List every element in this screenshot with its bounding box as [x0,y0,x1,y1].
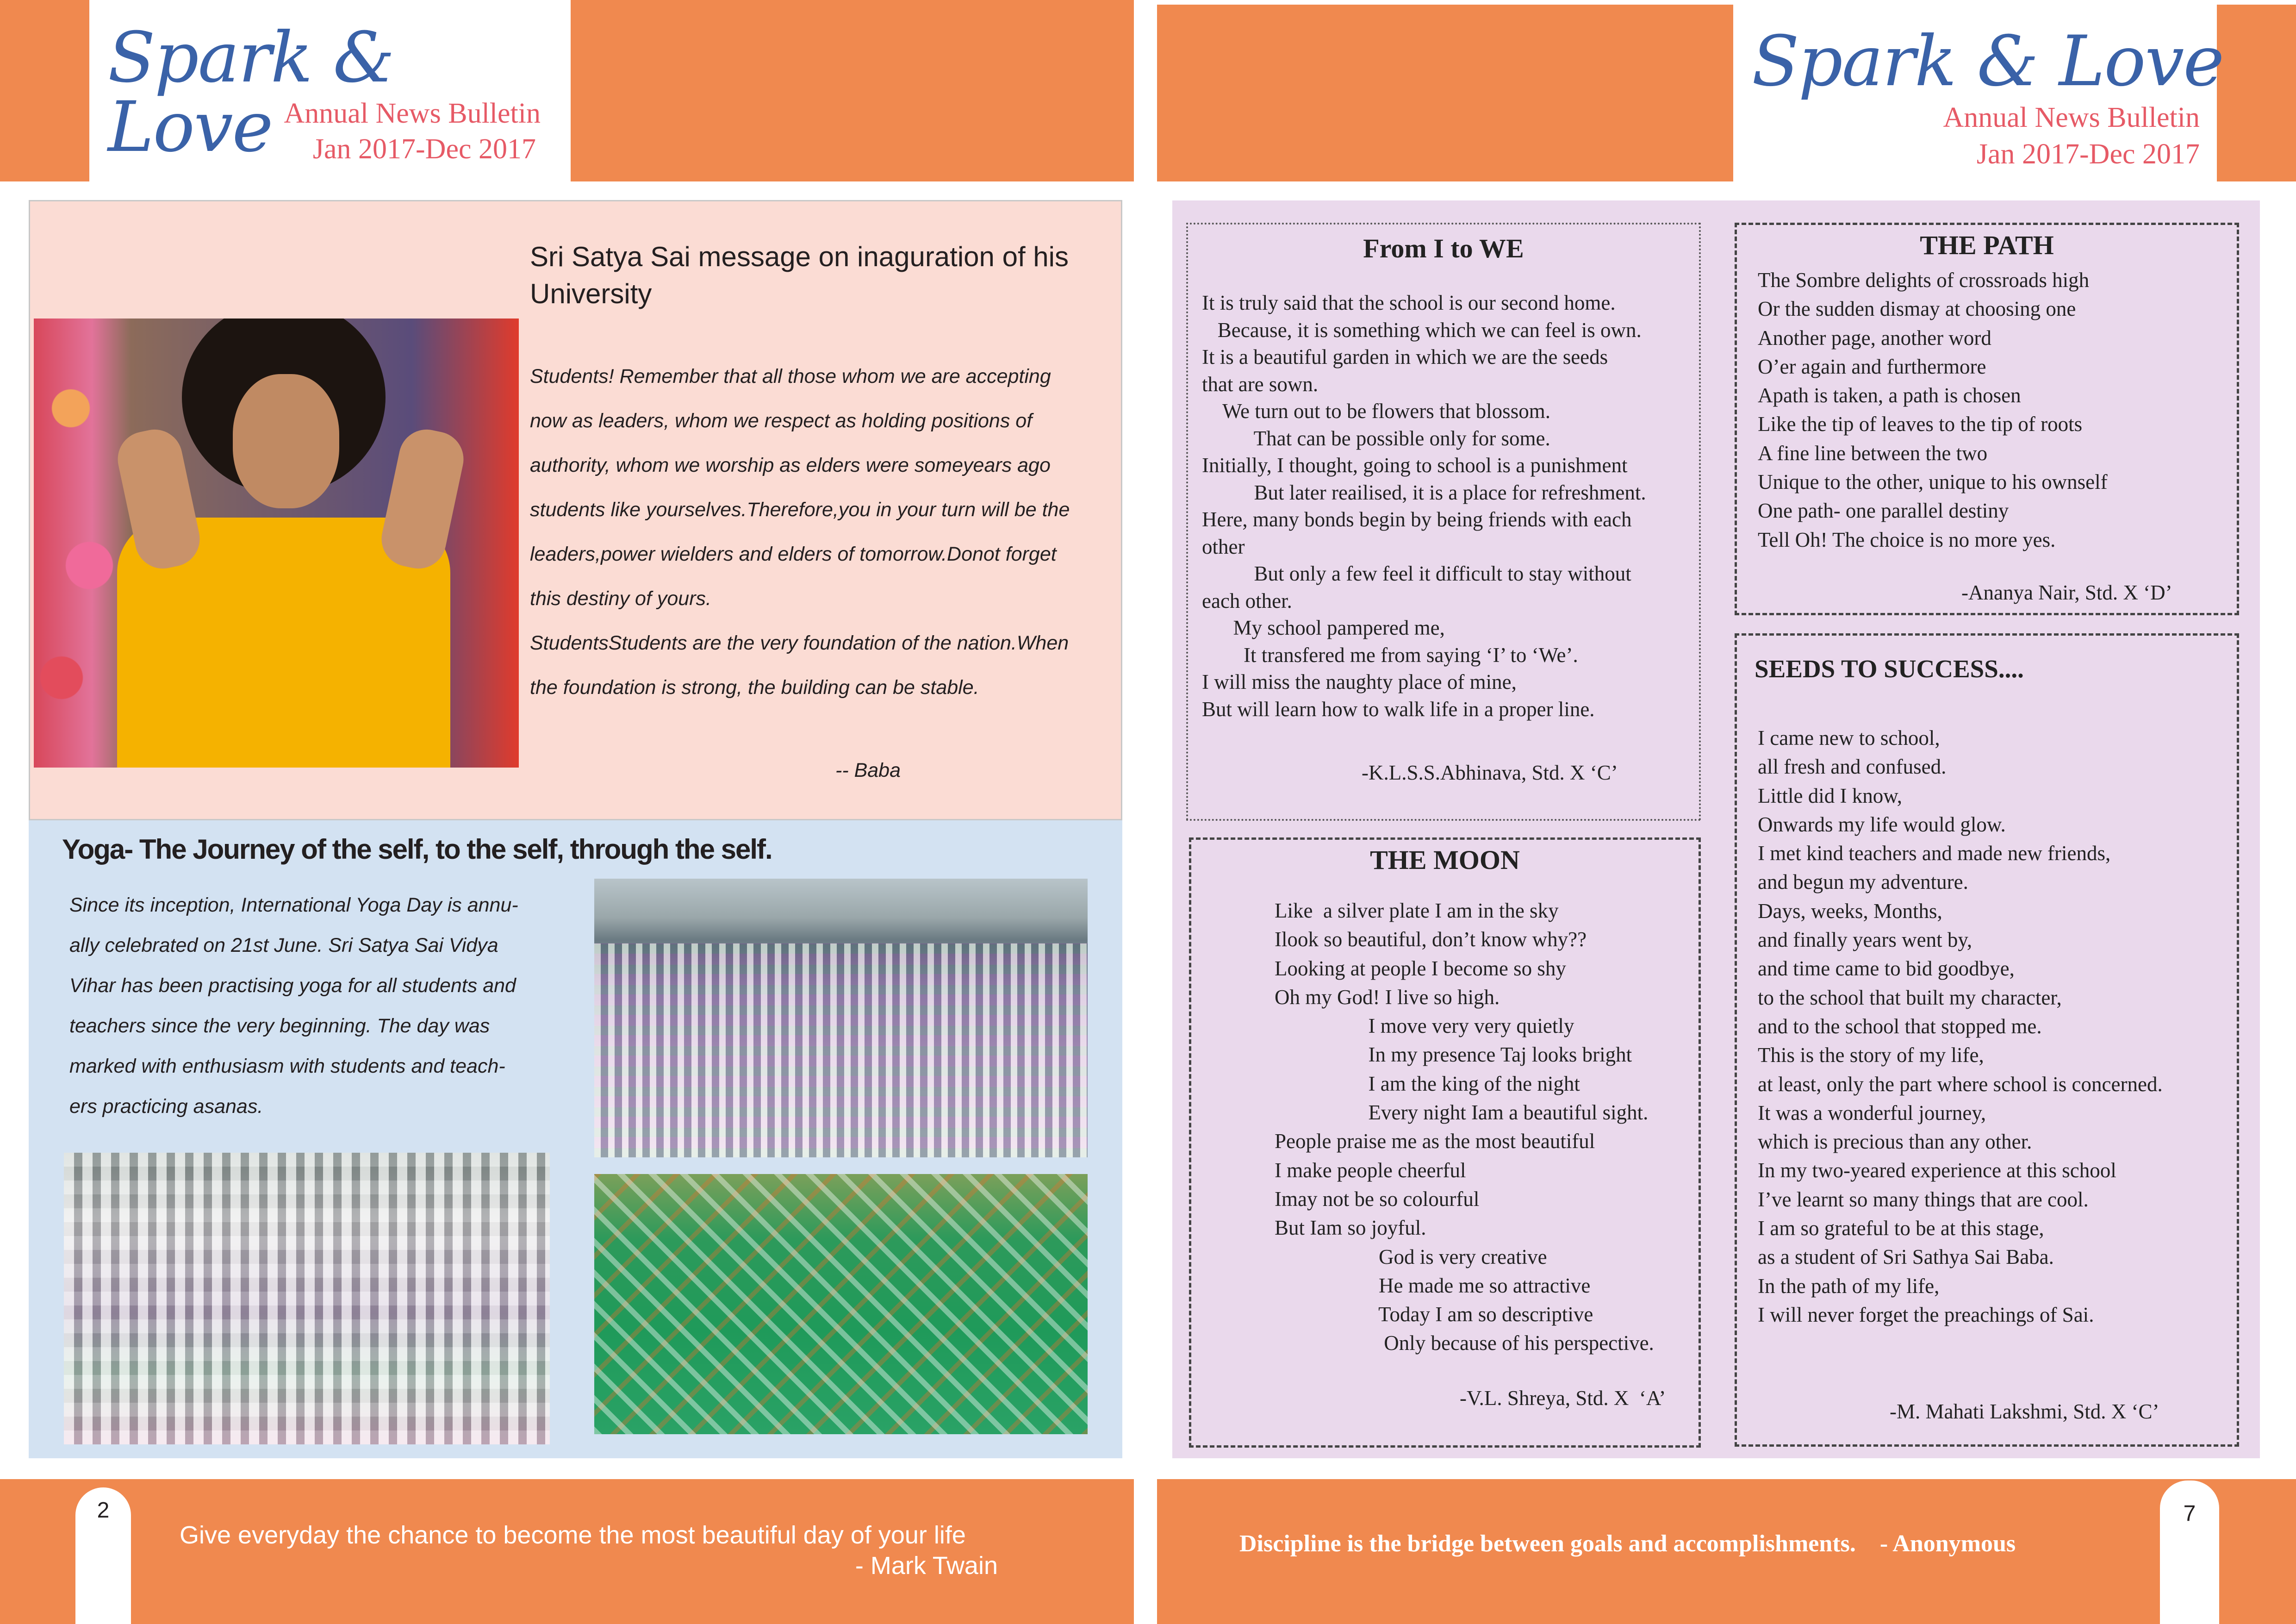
message-line: students like yourselves.Therefore,you in your turn will be the [530,499,1070,521]
right-newsletter-title: Spark & Love [1752,21,2224,102]
yoga-heading: Yoga- The Journey of the self, to the self, through the self. [62,834,772,865]
photo-texture [64,1153,550,1444]
message-signature: -- Baba [835,759,901,781]
poem-line: I move very very quietly [1275,1014,1574,1038]
left-footer-bar [0,1479,1134,1624]
poem-line: as a student of Sri Sathya Sai Baba. [1758,1245,2054,1269]
right-newsletter-subtitle: Annual News Bulletin [1943,102,2200,133]
poem-line: Imay not be so colourful [1275,1187,1480,1211]
poem-line: I make people cheerful [1275,1158,1466,1182]
poem-line: I’ve learnt so many things that are cool. [1758,1187,2089,1211]
poem-line: It is a beautiful garden in which we are the seeds [1202,345,1608,369]
left-footer-author: - Mark Twain [855,1552,998,1580]
message-line: Students! Remember that all those whom we are accepting [530,365,1051,387]
poem-line: Initially, I thought, going to school is a punishment [1202,454,1628,477]
poem-title: THE MOON [1370,845,1520,875]
yoga-line: Since its inception, International Yoga Day is annu- [69,894,518,916]
sai-baba-photo [34,319,519,768]
poem-author: -K.L.S.S.Abhinava, Std. X ‘C’ [1362,761,1618,784]
right-page-number-tab [2160,1480,2219,1624]
poem-line: Another page, another word [1758,326,1991,350]
poem-line: Onwards my life would glow. [1758,812,2006,836]
poem-line: In my presence Taj looks bright [1275,1043,1632,1067]
poem-body [1202,289,1646,723]
yoga-line: ers practicing asanas. [69,1095,263,1118]
newsletter-title: Spark & Love [108,18,394,168]
right-page [1157,0,2296,1624]
poem-line: Every night Iam a beautiful sight. [1275,1101,1649,1124]
poem-line: I met kind teachers and made new friends, [1758,842,2111,865]
right-header-bar-right [2217,5,2296,181]
yoga-body [69,885,569,1127]
left-page-number: 2 [97,1498,110,1523]
poem-line: But Iam so joyful. [1275,1216,1426,1240]
poem-line: I will miss the naughty place of mine, [1202,670,1517,693]
poem-line: That can be possible only for some. [1202,426,1550,450]
poem-body [1275,896,1654,1358]
message-body [530,354,1108,710]
newsletter-subtitle: Annual News Bulletin [284,98,541,129]
photo-face [233,374,339,508]
message-line: leaders,power wielders and elders of tomorrow.Donot forget [530,543,1057,565]
right-newsletter-dates: Jan 2017-Dec 2017 [1976,138,2200,170]
poem-line: People praise me as the most beautiful [1275,1130,1595,1153]
yoga-line: ally celebrated on 21st June. Sri Satya Sai Vidya [69,934,498,956]
poem-line: I am so grateful to be at this stage, [1758,1217,2044,1240]
right-footer-quote: Discipline is the bridge between goals and accomplishments. - Anonymous [1239,1530,2016,1557]
message-line: the foundation is strong, the building can be stable. [530,676,979,699]
poem-line: I will never forget the preachings of Sai. [1758,1303,2094,1326]
right-footer-bar [1157,1479,2296,1624]
yoga-photo-green-mats [594,1174,1088,1434]
poem-line: But only a few feel it difficult to stay without [1202,562,1631,585]
poem-box-path [1735,223,2239,615]
poem-line: God is very creative [1275,1245,1547,1268]
poem-line: and finally years went by, [1758,928,1972,952]
yoga-photo-students-rows [64,1153,550,1444]
photo-texture [594,1174,1088,1434]
newsletter-dates: Jan 2017-Dec 2017 [312,133,536,165]
message-heading: Sri Satya Sai message on inaguration of his University [530,241,1069,309]
poem-line: A fine line between the two [1758,441,1988,465]
poem-line: I came new to school, [1758,726,1940,750]
poem-box-seeds [1735,633,2239,1447]
poem-line: to the school that built my character, [1758,986,2062,1009]
yoga-line: teachers since the very beginning. The day was [69,1015,490,1037]
left-page-number-tab [75,1487,131,1624]
left-page [0,0,1134,1624]
poem-line: He made me so attractive [1275,1274,1591,1297]
poem-line: which is precious than any other. [1758,1130,2032,1154]
message-panel [29,200,1122,820]
left-header-title-box [89,0,571,181]
message-line: now as leaders, whom we respect as holding positions of [530,410,1033,432]
poem-line: It is truly said that the school is our second home. [1202,291,1616,314]
poem-body [1758,724,2163,1329]
poem-line: Unique to the other, unique to his ownself [1758,470,2108,494]
poem-line: and to the school that stopped me. [1758,1014,2042,1038]
poem-line: each other. [1202,589,1292,612]
poem-line: and begun my adventure. [1758,870,1968,894]
poem-line: In the path of my life, [1758,1274,1940,1298]
yoga-line: Vihar has been practising yoga for all students and [69,974,516,997]
left-footer-quote: Give everyday the chance to become the most beautiful day of your life [180,1521,966,1549]
right-page-number: 7 [2183,1501,2196,1526]
poem-line: It was a wonderful journey, [1758,1101,1986,1124]
poem-line: and time came to bid goodbye, [1758,957,2015,981]
poem-line: This is the story of my life, [1758,1043,1984,1067]
poem-line: I am the king of the night [1275,1072,1580,1095]
poem-line: at least, only the part where school is concerned. [1758,1072,2163,1096]
poem-line: But will learn how to walk life in a proper line. [1202,697,1595,721]
poem-title: SEEDS TO SUCCESS.... [1755,655,2024,683]
yoga-panel [29,820,1122,1458]
poem-line: In my two-yeared experience at this school [1758,1159,2116,1182]
poem-body [1758,266,2108,554]
message-line: authority, whom we worship as elders were someyears ago [530,454,1051,476]
poem-line: It transfered me from saying ‘I’ to ‘We’. [1202,643,1578,667]
poem-line: other [1202,535,1245,558]
poem-line: The Sombre delights of crossroads high [1758,269,2090,292]
poem-line: Ilook so beautiful, don’t know why?? [1275,928,1587,951]
poem-line: One path- one parallel destiny [1758,499,2009,523]
poem-line: We turn out to be flowers that blossom. [1202,400,1550,423]
poem-box-moon [1189,837,1701,1448]
poem-line: Only because of his perspective. [1275,1331,1654,1355]
yoga-line: marked with enthusiasm with students and teach- [69,1055,505,1077]
message-line: StudentsStudents are the very foundation of the nation.When [530,632,1069,654]
page-gutter [1134,0,1157,1624]
poem-line: Here, many bonds begin by being friends with each [1202,508,1632,531]
poem-line: But later reailised, it is a place for refreshment. [1202,481,1646,504]
poem-line: O’er again and furthermore [1758,355,1986,378]
poem-line: Or the sudden dismay at choosing one [1758,297,2076,321]
poem-line: all fresh and confused. [1758,755,1947,779]
poem-line: Because, it is something which we can feel is own. [1202,318,1642,342]
photo-right-hand [376,425,468,574]
poem-author: -M. Mahati Lakshmi, Std. X ‘C’ [1890,1400,2159,1423]
poem-line: Today I am so descriptive [1275,1303,1593,1326]
poem-author: -V.L. Shreya, Std. X ‘A’ [1460,1387,1666,1410]
photo-flowers-left [34,319,126,768]
poem-line: Tell Oh! The choice is no more yes. [1758,528,2056,551]
poem-line: Apath is taken, a path is chosen [1758,384,2021,407]
poem-line: Looking at people I become so shy [1275,956,1566,980]
poem-title: THE PATH [1920,230,2054,260]
poem-box-i-to-we [1186,223,1701,821]
poem-line: Like the tip of leaves to the tip of roots [1758,412,2083,436]
poem-line: Days, weeks, Months, [1758,899,1942,923]
right-header-bar-left [1157,5,1733,181]
poem-line: My school pampered me, [1202,616,1445,639]
poem-line: that are sown. [1202,372,1319,396]
poem-line: Like a silver plate I am in the sky [1275,899,1559,922]
poem-author: -Ananya Nair, Std. X ‘D’ [1961,581,2172,604]
yoga-photo-crowd-rajpath [594,879,1088,1157]
poems-panel [1172,200,2260,1458]
photo-texture [594,943,1088,1157]
poem-line: Oh my God! I live so high. [1275,985,1500,1009]
poem-title: From I to WE [1363,233,1524,263]
poem-line: Little did I know, [1758,784,1903,807]
message-line: this destiny of yours. [530,587,711,610]
